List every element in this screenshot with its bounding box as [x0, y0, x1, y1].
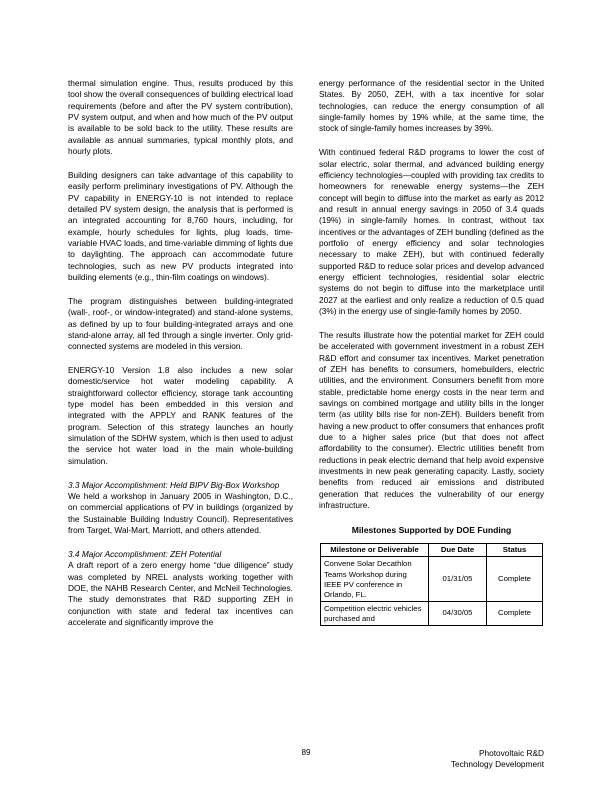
cell-status: Complete [487, 557, 543, 601]
cell-due-date: 04/30/05 [429, 601, 487, 625]
milestones-table-block [319, 525, 544, 626]
paragraph: The program distinguishes between building-integrated (wall-, roof-, or window-integrated) and stand-alone systems, as defined by up to four building-integrated arrays and one stand-alone array, all fed through a single inverter. Only grid-connected systems are modeled in this version. [68, 295, 293, 352]
column-header-due-date: Due Date [429, 544, 487, 557]
paragraph: thermal simulation engine. Thus, results produced by this tool show the overall consequences of building electrical load requirements (before and after the PV system contribution), PV system output, and when and how much of the PV output is available to be sold back to the utility. These results are available as annual summaries, typical monthly plots, and hourly plots. [68, 78, 293, 157]
table-header-row [321, 544, 543, 557]
column-header-deliverable: Milestone or Deliverable [321, 544, 429, 557]
footer-line-1: Photovoltaic R&D [478, 748, 544, 758]
section-heading-3-3: 3.3 Major Accomplishment: Held BIPV Big-Box Workshop [68, 479, 280, 490]
section-3-4-body: A draft report of a zero energy home “due diligence” study was completed by NREL analysts working together with DOE, the NAHB Research Center, and McNeil Technologies. The study demonstrates that R&D supporting ZEH in conjunction with state and federal tax incentives can accelerate and significantly improve the [68, 560, 293, 627]
footer-line-2: Technology Development [450, 759, 544, 770]
milestones-table-title: Milestones Supported by DOE Funding [351, 525, 512, 536]
paragraph: With continued federal R&D programs to lower the cost of solar electric, solar thermal, and advanced building energy efficiency technologies—coupled with providing tax credits to homeowners for renewable energy systems—the ZEH concept will begin to diffuse into the market as early as 2012 and result in annual energy savings in 2050 of 3.4 quads (19%) in single-family homes. In contrast, without tax incentives or the advantages of ZEH bundling (defined as the portfolio of energy efficiency and solar technologies necessary to make ZEH), but with continued federally supported R&D to reduce solar prices and develop advanced energy efficient technologies, residential solar electric systems do not begin to diffuse into the marketplace until 2027 at the earliest and only realize a reduction of 0.5 quad (3%) in the energy use of single-family homes by 2050. [319, 147, 544, 317]
page-number: 89 [301, 748, 311, 757]
section-3-3-body: We held a workshop in January 2005 in Washington, D.C., on commercial applications of PV in buildings (organized by the Sustainable Building Industry Council). Representatives from Target, Wal-Mart, Marriott, and others attended. [68, 491, 293, 536]
paragraph: Building designers can take advantage of this capability to easily perform preliminary investigations of PV. Although the PV capability in ENERGY-10 is not intended to replace detailed PV system design, the analysis that is performed is an integrated accounting for 8,760 hours, including, for example, hourly schedules for lights, plug loads, time-variable HVAC loads, and time-variable dimming of lights due to daylighting. The approach can accommodate future technologies, such as new PV products integrated into building elements (e.g., thin-film coatings on windows). [68, 169, 293, 282]
column-header-status: Status [487, 544, 543, 557]
cell-deliverable: Convene Solar Decathlon Teams Workshop during IEEE PV conference in Orlando, FL. [321, 557, 429, 601]
cell-status: Complete [487, 601, 543, 625]
cell-deliverable: Competition electric vehicles purchased and [321, 601, 429, 625]
paragraph: The results illustrate how the potential market for ZEH could be accelerated with government investment in a robust ZEH R&D effort and consumer tax incentives. Market penetration of ZEH has benefits to consumers, homebuilders, electric utilities, and the environment. Consumers benefit from more stable, predictable home energy costs in the near term and savings on combined mortgage and utility bills in the longer term (as utility bills rise for non-ZEH). Builders benefit from having a new product to offer consumers that enhances profit due to a higher sales price (but that does not affect affordability to the consumer). Electric utilities benefit from reductions in peak electric demand that help avoid expensive investments in new peak generating capacity. Lastly, society benefits from reduced air emissions and distributed generation that reduces the vulnerability of our energy infrastructure. [319, 329, 544, 511]
cell-due-date: 01/31/05 [429, 557, 487, 601]
footer-department [451, 748, 544, 771]
section-heading-3-4: 3.4 Major Accomplishment: ZEH Potential [68, 548, 222, 559]
table-row [321, 557, 543, 601]
milestones-table [320, 543, 543, 626]
paragraph: energy performance of the residential sector in the United States. By 2050, ZEH, with a tax incentive for solar technologies, can reduce the energy consumption of all single-family homes by 19% while, at the same time, the stock of single-family homes increases by 39%. [319, 78, 544, 134]
table-row [321, 601, 543, 625]
left-column [68, 78, 293, 628]
right-column [319, 78, 544, 626]
paragraph: ENERGY-10 Version 1.8 also includes a new solar domestic/service hot water modeling capability. A straightforward collector efficiency, storage tank accounting type model has been embedded in this version and integrated with the APPLY and RANK features of the program. Selection of this strategy launches an hourly simulation of the SDHW system, which is then used to adjust the service hot water load in the main whole-building simulation. [68, 365, 293, 466]
